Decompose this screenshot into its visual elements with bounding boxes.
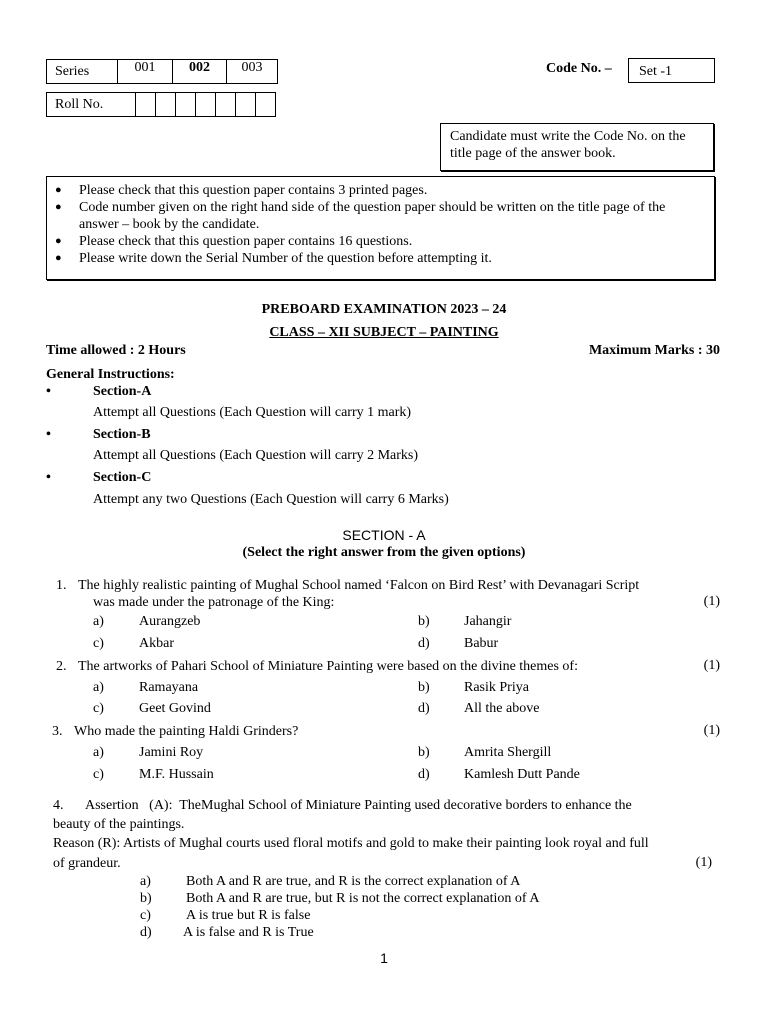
notice-item: ● Please check that this question paper contains 16 questions.	[47, 233, 704, 250]
notice-item: ● Please write down the Serial Number of the question before attempting it.	[47, 250, 704, 267]
question-text: Who made the painting Haldi Grinders?	[74, 724, 299, 739]
notice-item: ● Please check that this question paper contains 3 printed pages.	[47, 182, 704, 199]
question-number: 1.	[56, 578, 67, 593]
roll-digit-box[interactable]	[196, 93, 216, 117]
series-label: Series	[47, 60, 118, 84]
section-a-title: SECTION - A	[342, 527, 426, 543]
candidate-note: Candidate must write the Code No. on the title page of the answer book.	[440, 123, 714, 171]
option-key: a)	[93, 680, 104, 695]
option-text: Jahangir	[464, 614, 512, 629]
question-marks: (1)	[695, 855, 712, 870]
question-number: 3.	[52, 724, 63, 739]
option-key: b)	[418, 745, 430, 760]
option-key: d)	[418, 636, 430, 651]
option-key: d)	[140, 925, 152, 940]
option-text: Both A and R are true, and R is the correct explanation of A	[186, 874, 521, 889]
series-code-001: 001	[118, 60, 173, 84]
option-key: b)	[140, 891, 152, 906]
instructions-heading: General Instructions:	[46, 367, 175, 382]
option-key: c)	[93, 701, 104, 716]
roll-digit-box[interactable]	[236, 93, 256, 117]
roll-digit-box[interactable]	[156, 93, 176, 117]
exam-subtitle-wrap	[0, 324, 768, 341]
question-text: The highly realistic painting of Mughal School named ‘Falcon on Bird Rest’ with Devanagari Script	[78, 578, 640, 593]
question-number: 4.	[53, 798, 64, 813]
option-key: d)	[418, 701, 430, 716]
notice-box	[46, 176, 715, 280]
section-a-name: Section-A	[93, 384, 152, 399]
roll-number-table	[46, 92, 276, 117]
question-text: The artworks of Pahari School of Miniature Painting were based on the divine themes of:	[78, 659, 578, 674]
section-a-text: Attempt all Questions (Each Question will carry 1 mark)	[93, 405, 412, 420]
question-marks: (1)	[703, 658, 720, 673]
option-key: c)	[93, 636, 104, 651]
roll-digit-box[interactable]	[216, 93, 236, 117]
series-code-003: 003	[227, 60, 278, 84]
option-text: Babur	[464, 636, 499, 651]
code-label: Code No. –	[546, 61, 612, 76]
option-text: A is false and R is True	[183, 925, 314, 940]
option-text: Amrita Shergill	[464, 745, 552, 760]
roll-digit-box[interactable]	[136, 93, 156, 117]
maximum-marks: Maximum Marks : 30	[588, 343, 720, 358]
option-text: A is true but R is false	[186, 908, 311, 923]
option-text: Aurangzeb	[139, 614, 201, 629]
series-table	[46, 59, 278, 84]
bullet: •	[46, 384, 51, 399]
question-text: was made under the patronage of the King:	[93, 595, 335, 610]
option-text: Rasik Priya	[464, 680, 529, 695]
option-key: b)	[418, 680, 430, 695]
time-allowed: Time allowed : 2 Hours	[46, 343, 186, 358]
option-text: Both A and R are true, but R is not the correct explanation of A	[186, 891, 540, 906]
option-key: c)	[140, 908, 151, 923]
series-code-002: 002	[173, 60, 227, 84]
option-text: Ramayana	[139, 680, 199, 695]
section-b-text: Attempt all Questions (Each Question will carry 2 Marks)	[93, 448, 419, 463]
notice-item: ● Code number given on the right hand side of the question paper should be written on the title page of the answer – book by the candidate.	[47, 199, 704, 233]
question-text: of grandeur.	[53, 856, 121, 871]
option-key: c)	[93, 767, 104, 782]
section-a-subtitle: (Select the right answer from the given options)	[242, 545, 526, 560]
roll-label: Roll No.	[47, 93, 136, 117]
exam-title: PREBOARD EXAMINATION 2023 – 24	[261, 302, 507, 317]
section-b-name: Section-B	[93, 427, 151, 442]
option-key: a)	[140, 874, 151, 889]
question-text: Reason (R): Artists of Mughal courts used floral motifs and gold to make their painting look royal and full	[53, 836, 649, 851]
section-c-name: Section-C	[93, 470, 152, 485]
question-marks: (1)	[703, 594, 720, 609]
option-text: All the above	[464, 701, 540, 716]
set-box: Set -1	[628, 58, 715, 83]
option-text: Geet Govind	[139, 701, 211, 716]
option-text: Kamlesh Dutt Pande	[464, 767, 580, 782]
option-text: Jamini Roy	[139, 745, 204, 760]
option-text: Akbar	[139, 636, 174, 651]
option-key: a)	[93, 745, 104, 760]
roll-digit-box[interactable]	[176, 93, 196, 117]
roll-digit-box[interactable]	[256, 93, 276, 117]
option-key: a)	[93, 614, 104, 629]
question-text: Assertion (A): TheMughal School of Miniature Painting used decorative borders to enhance the	[85, 798, 632, 813]
question-text: beauty of the paintings.	[53, 817, 185, 832]
page-number: 1	[380, 950, 388, 966]
bullet: •	[46, 427, 51, 442]
option-text: M.F. Hussain	[139, 767, 214, 782]
question-marks: (1)	[703, 723, 720, 738]
exam-subtitle: CLASS – XII SUBJECT – PAINTING	[269, 325, 499, 340]
option-key: b)	[418, 614, 430, 629]
question-number: 2.	[56, 659, 67, 674]
option-key: d)	[418, 767, 430, 782]
section-c-text: Attempt any two Questions (Each Question will carry 6 Marks)	[93, 492, 449, 507]
bullet: •	[46, 470, 51, 485]
